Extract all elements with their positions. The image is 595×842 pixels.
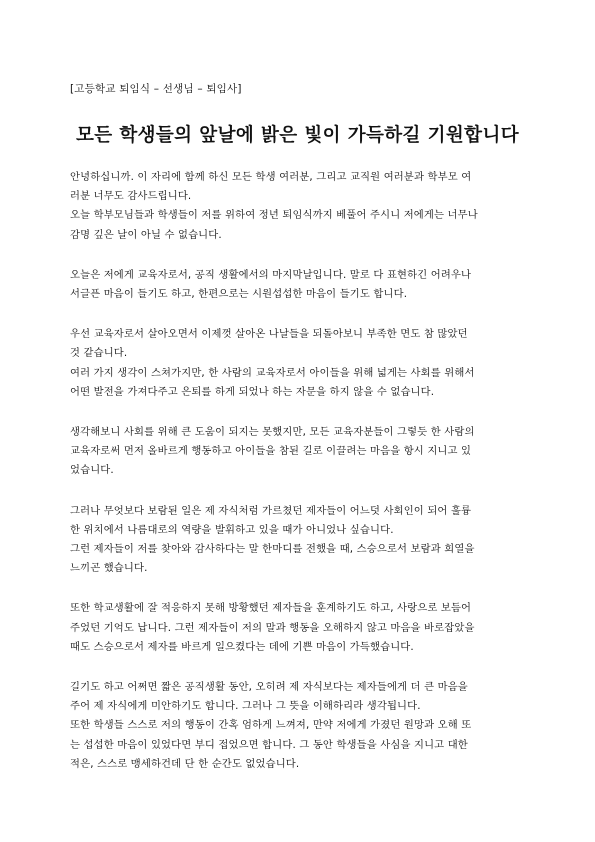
text-line: 느끼곤 했습니다. — [70, 562, 148, 575]
text-line: 또한 학생들 스스로 저의 행동이 간혹 엄하게 느껴져, 만약 저에게 가졌던 원망과 오해 또 — [70, 719, 472, 732]
paragraph — [70, 325, 525, 402]
text-line: 는 섭섭한 마음이 있었다면 부디 접었으면 합니다. 그 동안 학생들을 사심을 지니고 대한 — [70, 738, 468, 751]
text-line: 주어 제 자식에게 미안하기도 합니다. 그러나 그 뜻을 이해하리라 생각됩니다. — [70, 700, 421, 713]
paragraph — [70, 423, 525, 481]
text-line: 한 위치에서 나름대로의 역량을 발휘하고 있을 때가 아니었나 싶습니다. — [70, 523, 394, 536]
text-line: 어떤 발전을 가져다주고 은퇴를 하게 되었나 하는 자문을 하지 않을 수 없습니다. — [70, 385, 435, 398]
paragraph — [70, 599, 525, 657]
text-line: 오늘은 저에게 교육자로서, 공직 생활에서의 마지막날입니다. 말로 다 표현하긴 어려우나 — [70, 268, 472, 281]
text-line: 것 같습니다. — [70, 347, 128, 360]
paragraph — [70, 266, 525, 304]
text-line: 또한 학교생활에 잘 적응하지 못해 방황했던 제자들을 훈계하기도 하고, 사랑으로 보듬어 — [70, 602, 472, 615]
text-line: 교육자로써 먼저 올바르게 행동하고 아이들을 참된 길로 이끌려는 마음을 항시 지니고 있 — [70, 445, 472, 458]
document-title: 모든 학생들의 앞날에 밝은 빛이 가득하길 기원합니다 — [75, 125, 519, 146]
text-line: 그런 제자들이 저를 찾아와 감사하다는 말 한마디를 전했을 때, 스승으로서 보람과 희열을 — [70, 543, 475, 556]
text-line: 때도 스승으로서 제자를 바르게 일으켰다는 데에 기쁜 마음이 가득했습니다. — [70, 640, 414, 653]
text-line: 그러나 무엇보다 보람된 일은 제 자식처럼 가르쳤던 제자들이 어느덧 사회인이 되어 훌륭 — [70, 504, 472, 517]
text-line: 적은, 스스로 맹세하건데 단 한 순간도 없었습니다. — [70, 757, 300, 770]
document-body — [70, 168, 525, 774]
document-header: [고등학교 퇴임식 – 선생님 – 퇴임사] — [70, 83, 242, 95]
text-line: 오늘 학부모님들과 학생들이 저를 위하여 정년 퇴임식까지 베풀어 주시니 저에게는 너무나 — [70, 209, 478, 222]
text-line: 안녕하십니까. 이 자리에 함께 하신 모든 학생 여러분, 그리고 교직원 여러분과 학부모 여 — [70, 171, 472, 183]
text-line: 주었던 기억도 납니다. 그런 제자들이 저의 말과 행동을 오해하지 않고 마음을 바로잡았을 — [70, 621, 475, 634]
text-line: 었습니다. — [70, 464, 114, 477]
paragraph — [70, 168, 525, 245]
text-line: 서글픈 마음이 들기도 하고, 한편으로는 시원섭섭한 마음이 들기도 합니다. — [70, 288, 408, 301]
text-line: 러분 너무도 감사드립니다. — [70, 190, 192, 203]
text-line: 생각해보니 사회를 위해 큰 도움이 되지는 못했지만, 모든 교육자분들이 그렇듯 한 사람의 — [70, 426, 475, 439]
text-line: 길기도 하고 어쩌면 짧은 공직생활 동안, 오히려 제 자식보다는 제자들에게 더 큰 마음을 — [70, 681, 468, 694]
text-line: 우선 교육자로서 살아오면서 이제껏 살아온 나날들을 되돌아보니 부족한 면도 참 많았던 — [70, 328, 468, 341]
text-line: 감명 깊은 날이 아닐 수 없습니다. — [70, 228, 222, 241]
paragraph — [70, 502, 525, 579]
text-line: 여러 가지 생각이 스쳐가지만, 한 사람의 교육자로서 아이들을 위해 넓게는 사회를 위해서 — [70, 366, 475, 379]
paragraph — [70, 678, 525, 774]
